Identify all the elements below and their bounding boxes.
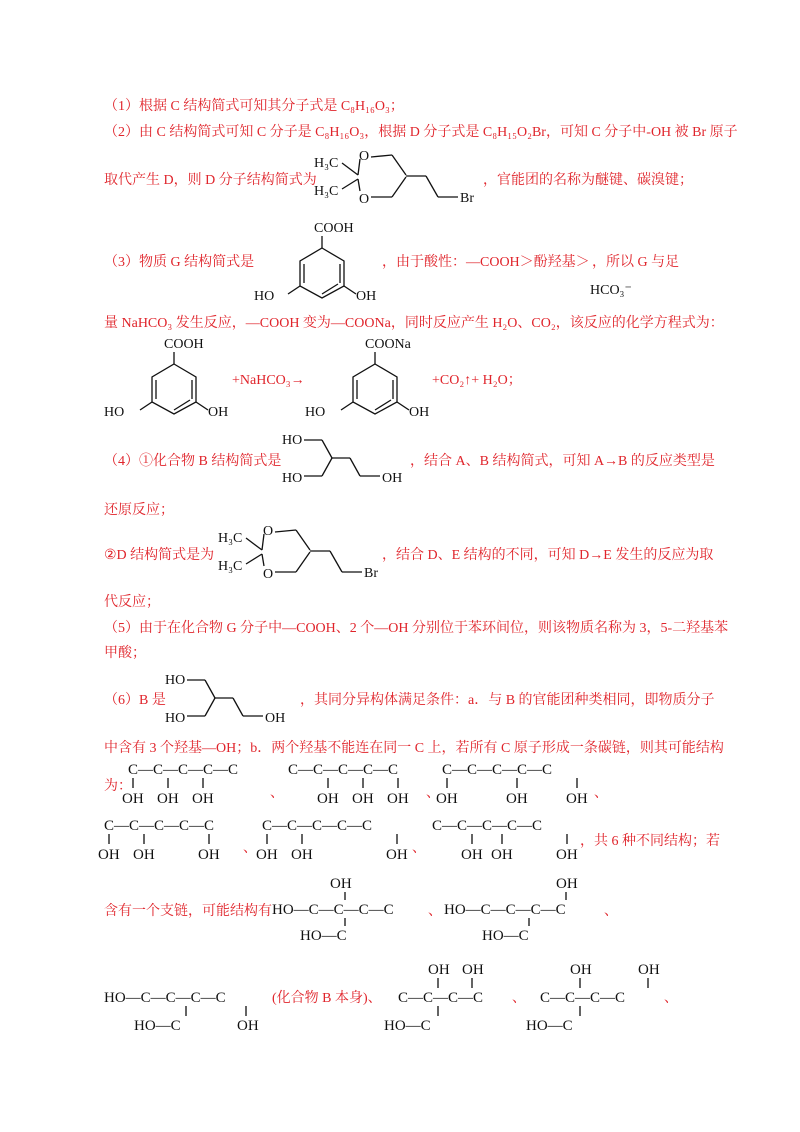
svg-text:HO: HO [165, 673, 186, 688]
svg-text:HO: HO [104, 405, 125, 420]
line-3b: 量 NaHCO₃ 发生反应，—COOH 变为—COONa，同时反应产生 H₂O、CO₂，该反应的化学方程式为： [104, 316, 724, 331]
svg-text:OH: OH [265, 711, 286, 726]
oh-label: OH [356, 289, 377, 304]
svg-text:C—C—C—C—C: C—C—C—C—C [262, 818, 373, 834]
o-label: O [359, 149, 370, 164]
line-6a-post: ，其同分异构体满足条件：a．与 B 的官能团种类相同，即物质分子 [300, 693, 715, 708]
chain-6 [432, 814, 592, 864]
chain-3 [436, 758, 602, 808]
line-3-end: ，所以 G 与足 [592, 255, 680, 270]
svg-text:OH: OH [566, 791, 588, 807]
svg-text:H₃C: H₃C [218, 531, 243, 546]
svg-text:O: O [263, 567, 274, 582]
svg-text:HO: HO [165, 711, 186, 726]
line-6c: 为： [104, 779, 132, 794]
svg-text:OH: OH [556, 847, 578, 863]
svg-text:C—C—C—C—C: C—C—C—C—C [442, 762, 553, 778]
svg-text:OH: OH [317, 791, 339, 807]
svg-text:COONa: COONa [365, 337, 411, 352]
structure-b-1 [282, 428, 412, 488]
line-4a-pre: （4）①化合物 B 结构简式是 [104, 454, 282, 469]
svg-text:OH: OH [506, 791, 528, 807]
cooh-label: COOH [314, 221, 354, 236]
svg-text:OH: OH [409, 405, 430, 420]
svg-text:OH: OH [133, 847, 155, 863]
branch-2 [444, 872, 614, 942]
svg-text:OH: OH [428, 962, 450, 978]
structure-d-1 [314, 145, 494, 215]
sep: 、 [412, 841, 426, 856]
chain-5 [256, 814, 422, 864]
line-6a-pre: （6）B 是 [104, 693, 166, 708]
ho-label: HO [254, 289, 275, 304]
svg-text:HO: HO [305, 405, 326, 420]
line-4b: 还原反应； [104, 503, 174, 518]
svg-text:OH: OH [491, 847, 513, 863]
line-4a-post: ，结合 A、B 结构简式，可知 A→B 的反应类型是 [410, 454, 715, 469]
svg-text:HO—C: HO—C [526, 1018, 573, 1034]
svg-text:HO—C: HO—C [300, 928, 347, 944]
svg-text:OH: OH [256, 847, 278, 863]
line-2a: （2）由 C 结构简式可知 C 分子是 C₈H₁₆O₃，根据 D 分子式是 C₈H₁₅O₂Br，可知 C 分子中-OH 被 Br 原子 [104, 125, 738, 140]
svg-text:OH: OH [208, 405, 229, 420]
svg-text:OH: OH [387, 791, 409, 807]
chain-4 [98, 814, 264, 864]
svg-text:OH: OH [157, 791, 179, 807]
svg-text:O: O [263, 524, 274, 539]
svg-text:HO—C: HO—C [482, 928, 529, 944]
sep: 、 [428, 904, 442, 919]
line-1: （1）根据 C 结构简式可知其分子式是 C₈H₁₆O₃； [104, 99, 404, 114]
branch-3 [104, 974, 274, 1044]
sep: 、 [604, 904, 618, 919]
svg-text:HO—C: HO—C [134, 1018, 181, 1034]
svg-text:OH: OH [570, 962, 592, 978]
svg-text:OH: OH [291, 847, 313, 863]
svg-text:C—C—C—C: C—C—C—C [398, 990, 484, 1006]
structure-d-2 [218, 520, 398, 590]
eq-reactant [104, 332, 244, 422]
svg-text:OH: OH [198, 847, 220, 863]
svg-text:OH: OH [461, 847, 483, 863]
line-5a: （5）由于在化合物 G 分子中—COOH、2 个—OH 分别位于苯环间位，则该物质名称为 3，5-二羟基苯 [104, 621, 729, 636]
line-6-note: (化合物 B 本身)、 [272, 991, 382, 1006]
branch-4 [384, 958, 528, 1038]
line-4d: 代反应； [104, 595, 160, 610]
svg-text:OH: OH [352, 791, 374, 807]
svg-text:OH: OH [98, 847, 120, 863]
svg-text:H₃C: H₃C [218, 559, 243, 574]
svg-text:C—C—C—C: C—C—C—C [540, 990, 626, 1006]
svg-text:OH: OH [382, 471, 403, 486]
svg-text:OH: OH [638, 962, 660, 978]
svg-text:HO—C—C—C—C: HO—C—C—C—C [272, 902, 394, 918]
br-label: Br [460, 191, 474, 206]
svg-text:HO—C: HO—C [384, 1018, 431, 1034]
svg-text:OH: OH [122, 791, 144, 807]
svg-text:OH: OH [330, 876, 352, 892]
svg-text:OH: OH [436, 791, 458, 807]
svg-text:HO: HO [282, 471, 303, 486]
eq-plus-1: +NaHCO₃→ [232, 373, 305, 388]
branch-1 [272, 872, 432, 942]
svg-text:C—C—C—C—C: C—C—C—C—C [128, 762, 239, 778]
chain-2 [288, 758, 448, 808]
line-3-pre: （3）物质 G 结构简式是 [104, 255, 255, 270]
svg-text:OH: OH [556, 876, 578, 892]
h3c-label: H₃C [314, 184, 339, 199]
line-4c-post: ，结合 D、E 结构的不同，可知 D→E 发生的反应为取 [382, 548, 714, 563]
svg-text:OH: OH [462, 962, 484, 978]
sep: 、 [664, 991, 678, 1006]
eq-plus-2: +CO₂↑+ H₂O； [432, 373, 522, 388]
svg-text:OH: OH [237, 1018, 259, 1034]
sep: 、 [594, 786, 608, 801]
svg-text:HO—C—C—C—C: HO—C—C—C—C [104, 990, 226, 1006]
line-5b: 甲酸； [104, 646, 146, 661]
svg-text:COOH: COOH [164, 337, 204, 352]
line-6d: 含有一个支链，可能结构有 [104, 904, 272, 919]
sep: 、 [270, 786, 284, 801]
svg-text:C—C—C—C—C: C—C—C—C—C [432, 818, 543, 834]
svg-text:Br: Br [364, 566, 378, 581]
sep: 、 [243, 841, 257, 856]
structure-g [252, 216, 392, 306]
line-6-total: ，共 6 种不同结构；若 [580, 834, 720, 849]
hco3-label: HCO₃⁻ [590, 283, 632, 298]
structure-b-2 [165, 668, 295, 728]
o-label: O [359, 192, 370, 207]
svg-text:C—C—C—C—C: C—C—C—C—C [104, 818, 215, 834]
line-6b: 中含有 3 个羟基—OH；b．两个羟基不能连在同一 C 上，若所有 C 原子形成一条碳链，则其可能结构 [104, 741, 724, 756]
line-4c-pre: ②D 结构简式是为 [104, 548, 215, 563]
line-3-post: ，由于酸性：—COOH＞酚羟基＞ [382, 255, 590, 270]
svg-text:HO: HO [282, 433, 303, 448]
sep: 、 [426, 786, 440, 801]
line-2b-post: ，官能团的名称为醚键、碳溴键； [483, 173, 693, 188]
h3c-label: H₃C [314, 156, 339, 171]
svg-text:HO—C—C—C—C: HO—C—C—C—C [444, 902, 566, 918]
svg-text:OH: OH [192, 791, 214, 807]
svg-text:C—C—C—C—C: C—C—C—C—C [288, 762, 399, 778]
chain-1 [122, 758, 288, 808]
sep: 、 [512, 991, 526, 1006]
line-2b-pre: 取代产生 D，则 D 分子结构简式为 [104, 173, 317, 188]
svg-text:OH: OH [386, 847, 408, 863]
